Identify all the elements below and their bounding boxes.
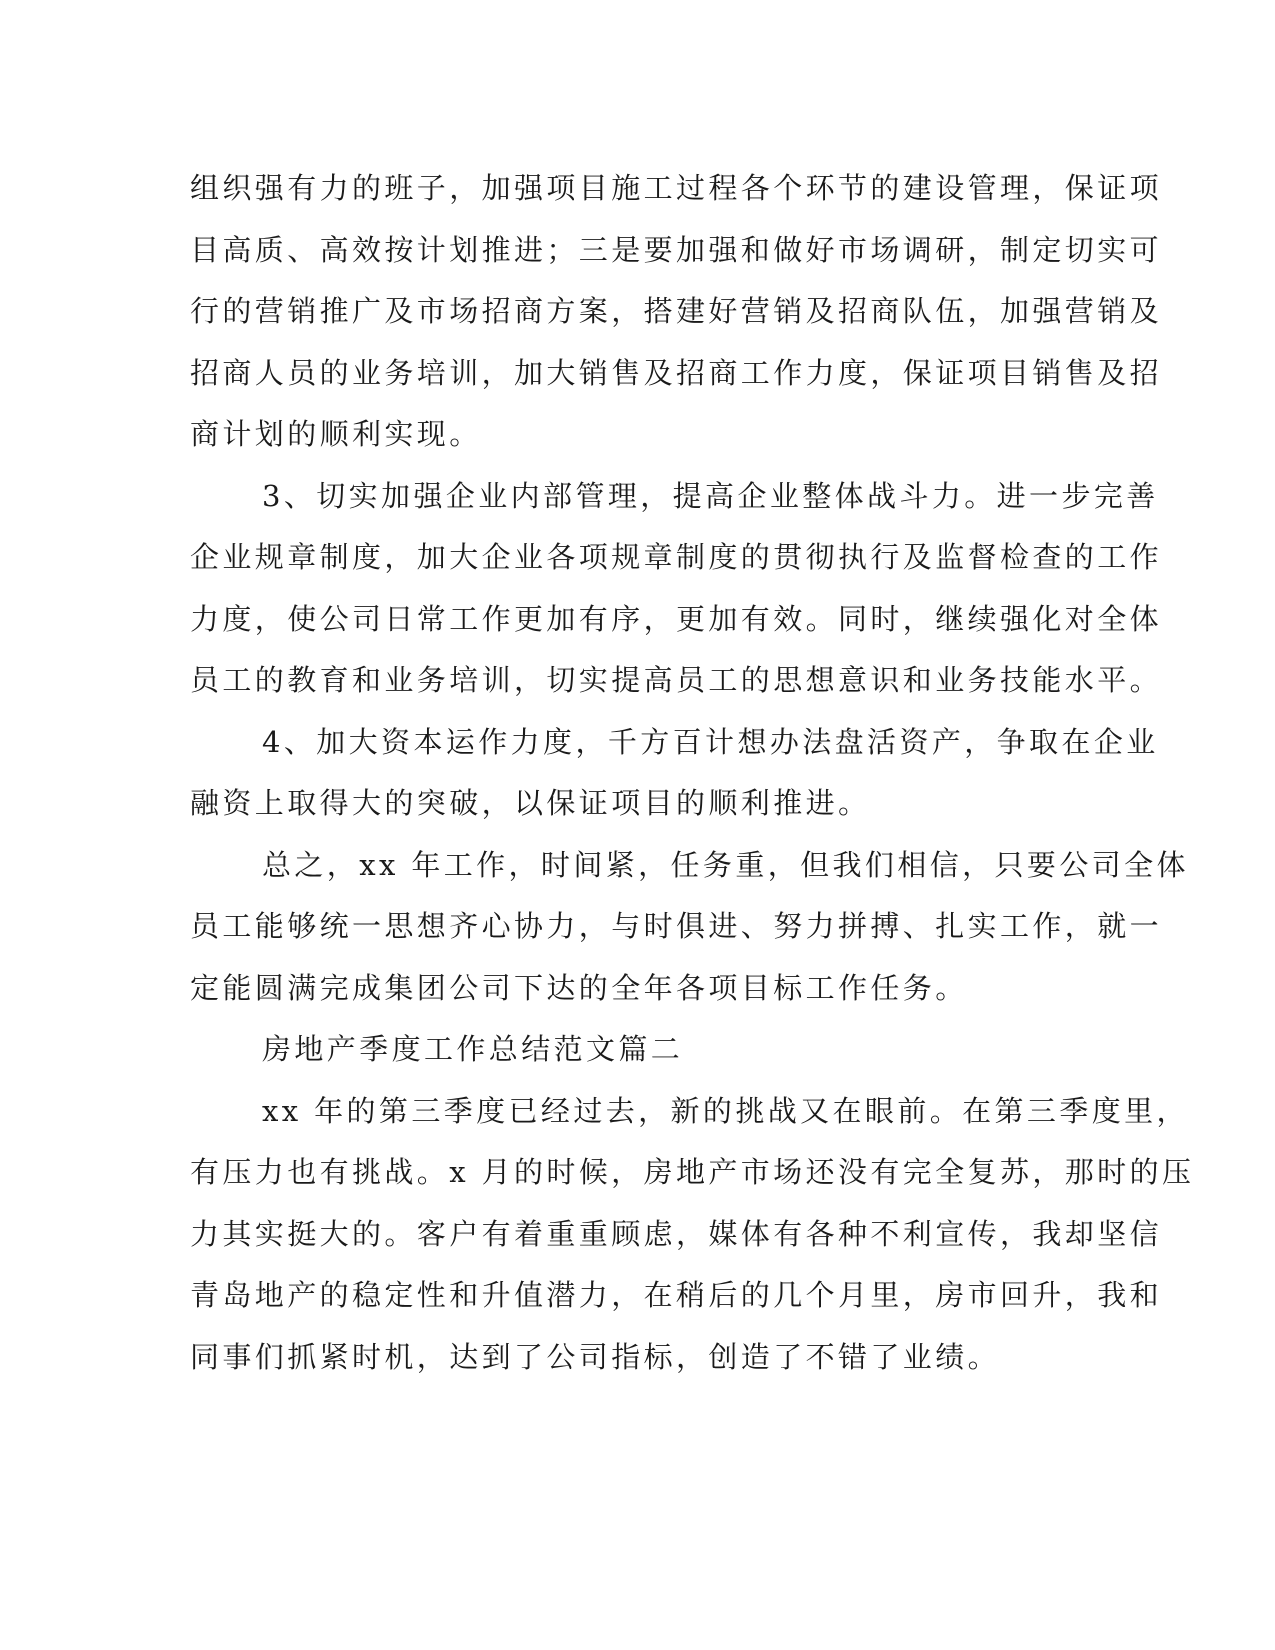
text-line: 员工能够统一思想齐心协力，与时俱进、努力拼搏、扎实工作，就一	[190, 909, 1163, 943]
text-line: 融资上取得大的突破，以保证项目的顺利推进。	[190, 786, 871, 820]
text-line: 定能圆满完成集团公司下达的全年各项目标工作任务。	[190, 970, 968, 1005]
text-line: 力其实挺大的。客户有着重重顾虑，媒体有各种不利宣传，我却坚信	[190, 1216, 1163, 1251]
paragraph-capital-operation	[190, 712, 1159, 835]
text-line: 组织强有力的班子，加强项目施工过程各个环节的建设管理，保证项	[190, 171, 1163, 205]
text-line: 员工的教育和业务培训，切实提高员工的思想意识和业务技能水平。	[190, 663, 1163, 697]
text-line: 青岛地产的稳定性和升值潜力，在稍后的几个月里，房市回升，我和	[190, 1278, 1163, 1312]
text-line: 行的营销推广及市场招商方案，搭建好营销及招商队伍，加强营销及	[190, 294, 1163, 328]
text-line: 商计划的顺利实现。	[190, 417, 482, 451]
text-line: 目高质、高效按计划推进；三是要加强和做好市场调研，制定切实可	[190, 232, 1163, 267]
paragraph-project-management	[190, 158, 1163, 466]
section-heading	[190, 1019, 1085, 1081]
text-line: xx 年的第三季度已经过去，新的挑战又在眼前。在第三季度里，	[262, 1093, 1189, 1128]
text-line: 总之，xx 年工作，时间紧，任务重，但我们相信，只要公司全体	[262, 847, 1189, 882]
text-line: 3、切实加强企业内部管理，提高企业整体战斗力。进一步完善	[262, 478, 1159, 513]
text-line: 企业规章制度，加大企业各项规章制度的贯彻执行及监督检查的工作	[190, 540, 1163, 574]
paragraph-third-quarter	[190, 1081, 1195, 1389]
text-line: 同事们抓紧时机，达到了公司指标，创造了不错了业绩。	[190, 1339, 1001, 1374]
section-title: 房地产季度工作总结范文篇二	[262, 1032, 684, 1066]
paragraph-conclusion	[190, 835, 1189, 1020]
text-line: 力度，使公司日常工作更加有序，更加有效。同时，继续强化对全体	[190, 601, 1163, 636]
paragraph-internal-management	[190, 466, 1163, 712]
document-body	[190, 158, 1195, 1388]
text-line: 招商人员的业务培训，加大销售及招商工作力度，保证项目销售及招	[190, 355, 1163, 390]
text-line: 4、加大资本运作力度，千方百计想办法盘活资产，争取在企业	[262, 724, 1159, 759]
text-line: 有压力也有挑战。x 月的时候，房地产市场还没有完全复苏，那时的压	[190, 1155, 1195, 1189]
